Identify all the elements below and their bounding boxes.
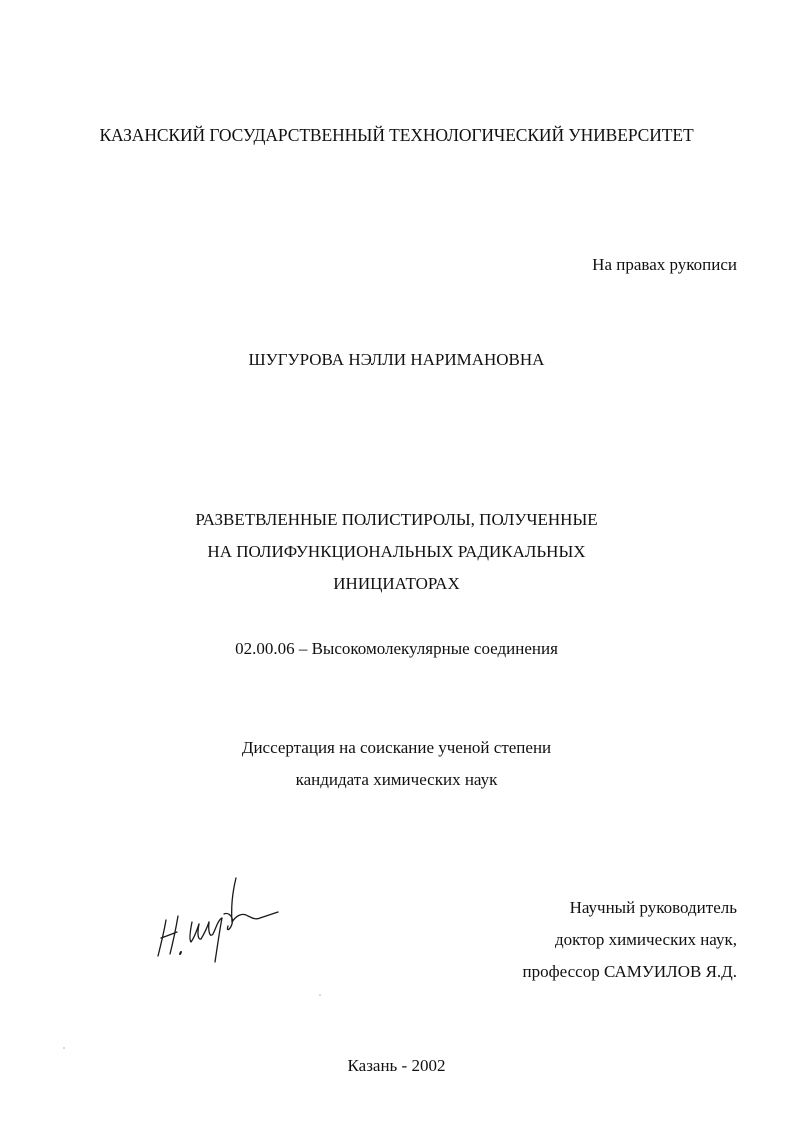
title-line-3: ИНИЦИАТОРАХ xyxy=(333,574,460,593)
manuscript-note: На правах рукописи xyxy=(592,255,737,274)
dissertation-degree-line-1: Диссертация на соискание ученой степени xyxy=(241,738,552,757)
title-line-2: НА ПОЛИФУНКЦИОНАЛЬНЫХ РАДИКАЛЬНЫХ xyxy=(207,542,586,561)
scan-speck xyxy=(319,994,321,996)
dissertation-degree-line-2: кандидата химических наук xyxy=(295,770,498,789)
specialty-code: 02.00.06 – Высокомолекулярные соединения xyxy=(235,639,558,658)
author-name: ШУГУРОВА НЭЛЛИ НАРИМАНОВНА xyxy=(248,350,545,369)
university-name: КАЗАНСКИЙ ГОСУДАРСТВЕННЫЙ ТЕХНОЛОГИЧЕСКИЙ УНИВЕРСИТЕТ xyxy=(99,125,694,145)
handwritten-signature xyxy=(152,872,282,964)
supervisor-label: Научный руководитель xyxy=(569,898,737,917)
scan-speck xyxy=(63,1047,65,1049)
city-year: Казань - 2002 xyxy=(347,1056,446,1075)
supervisor-degree: доктор химических наук, xyxy=(554,930,737,949)
supervisor-name: профессор САМУИЛОВ Я.Д. xyxy=(522,962,737,981)
title-line-1: РАЗВЕТВЛЕННЫЕ ПОЛИСТИРОЛЫ, ПОЛУЧЕННЫЕ xyxy=(195,510,598,529)
